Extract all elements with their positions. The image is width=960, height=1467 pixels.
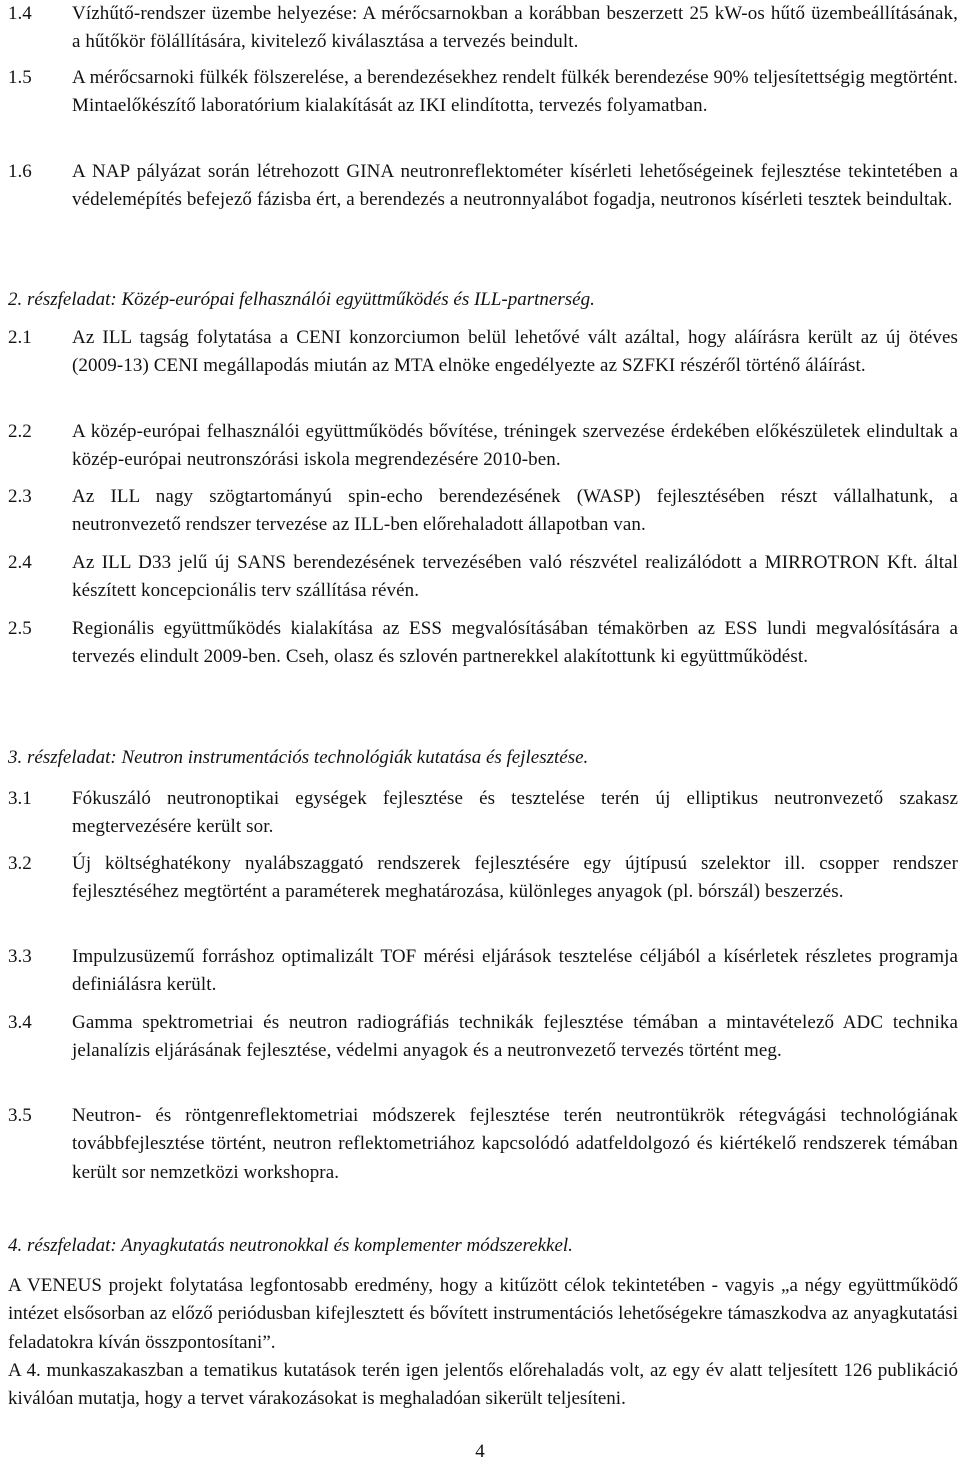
item-text: Az ILL nagy szögtartományú spin-echo berendezésének (WASP) fejlesztésében részt vállalhatunk, a neutronvezető rendszer tervezése az ILL-ben előrehaladott állapotban van. — [72, 486, 958, 536]
item-text: Új költséghatékony nyalábszaggató rendszerek fejlesztésére egy újtípusú szelektor ill. csopper rendszer fejlesztéséhez megtörtént a paraméterek meghatározása, különleges anyagok (pl. bórszál) beszerzés. — [72, 853, 958, 903]
item-number: 3.1 — [8, 788, 32, 809]
item-number: 2.5 — [8, 618, 32, 639]
item-text: Impulzusüzemű forráshoz optimalizált TOF mérési eljárások tesztelése céljából a kísérletek részletes programja definiálásra került. — [72, 946, 958, 996]
item-text: Az ILL D33 jelű új SANS berendezésének tervezésében való részvétel realizálódott a MIRROTRON Kft. által készített koncepcionális terv szállítása révén. — [72, 552, 958, 602]
item-text: Gamma spektrometriai és neutron radiográfiás technikák fejlesztése témában a mintavételező ADC technika jelanalízis eljárásának fejlesztése, védelmi anyagok és a neutronvezető tervezés történt meg. — [72, 1012, 958, 1062]
item-number: 3.5 — [8, 1105, 32, 1126]
page-number: 4 — [475, 1441, 485, 1462]
list-item-2-4 — [8, 549, 958, 606]
list-item-2-2 — [8, 418, 958, 475]
list-item-3-4 — [8, 1009, 958, 1066]
item-number: 3.4 — [8, 1012, 32, 1033]
item-number: 3.2 — [8, 853, 32, 874]
list-item-1-5 — [8, 64, 958, 121]
item-text: A NAP pályázat során létrehozott GINA neutronreflektométer kísérleti lehetőségeinek fejlesztése tekintetében a védelemépítés befejező fázisba ért, a berendezés a neutronnyalábot fogadja, neutronos kísérleti tesztek beindultak. — [72, 161, 958, 211]
list-item-3-2 — [8, 850, 958, 907]
list-item-3-1 — [8, 785, 958, 842]
list-item-1-4 — [8, 0, 958, 57]
item-number: 2.2 — [8, 421, 32, 442]
item-number: 3.3 — [8, 946, 32, 967]
list-item-3-3 — [8, 943, 958, 1000]
list-item-2-5 — [8, 615, 958, 672]
paragraph-veneus: A VENEUS projekt folytatása legfontosabb eredmény, hogy a kitűzött célok tekintetében - vagyis „a négy együttműködő intézet elsősorban az előző periódusban kifejlesztett és bővített instrumentációs lehetőségekre támaszkodva az anyagkutatási feladatokra kíván összpontosítani”. — [8, 1275, 958, 1353]
list-item-2-3 — [8, 483, 958, 540]
item-number: 1.5 — [8, 67, 32, 88]
item-number: 2.4 — [8, 552, 32, 573]
item-text: Vízhűtő-rendszer üzembe helyezése: A mérőcsarnokban a korábban beszerzett 25 kW-os hűtő üzembeállításának, a hűtőkör fölállítására, kivitelező kiválasztása a tervezés beindult. — [72, 3, 958, 53]
list-item-1-6 — [8, 158, 958, 215]
item-number: 2.1 — [8, 327, 32, 348]
list-item-3-5 — [8, 1102, 958, 1187]
item-text: Fókuszáló neutronoptikai egységek fejlesztése és tesztelése terén új elliptikus neutronvezető szakasz megtervezésére került sor. — [72, 788, 958, 838]
item-number: 2.3 — [8, 486, 32, 507]
item-text: Az ILL tagság folytatása a CENI konzorciumon belül lehetővé vált azáltal, hogy aláírásra került az új ötéves (2009-13) CENI megállapodás miután az MTA elnöke engedélyezte az SZFKI részéről történő áláírást. — [72, 327, 958, 377]
item-number: 1.4 — [8, 3, 32, 24]
section-heading-3: 3. részfeladat: Neutron instrumentációs technológiák kutatása és fejlesztése. — [8, 747, 589, 768]
item-text: A közép-európai felhasználói együttműködés bővítése, tréningek szervezése érdekében előkészületek elindultak a közép-európai neutronszórási iskola megrendezésére 2010-ben. — [72, 421, 958, 471]
item-text: Neutron- és röntgenreflektometriai módszerek fejlesztése terén neutrontükrök rétegvágási technológiának továbbfejlesztése történt, neutron reflektometriához kapcsolódó adatfeldolgozó és kiértékelő rendszerek témában került sor nemzetközi workshopra. — [72, 1105, 958, 1183]
item-text: A mérőcsarnoki fülkék fölszerelése, a berendezésekhez rendelt fülkék berendezése 90% teljesítettségig megtörtént. Mintaelőkészítő laboratórium kialakítását az IKI elindította, tervezés folyamatban. — [72, 67, 958, 117]
paragraph-publications: A 4. munkaszakaszban a tematikus kutatások terén igen jelentős előrehaladás volt, az egy év alatt teljesített 126 publikáció kiválóan mutatja, hogy a tervet várakozásokat is meghaladóan sikerült teljesíteni. — [8, 1360, 958, 1410]
section-heading-2: 2. részfeladat: Közép-európai felhasználói együttműködés és ILL-partnerség. — [8, 289, 595, 310]
list-item-2-1 — [8, 324, 958, 381]
item-number: 1.6 — [8, 161, 32, 182]
item-text: Regionális együttműködés kialakítása az ESS megvalósításában témakörben az ESS lundi megvalósítására a tervezés elindult 2009-ben. Cseh, olasz és szlovén partnerekkel alakítottunk ki együttműködést. — [72, 618, 958, 668]
section-heading-4: 4. részfeladat: Anyagkutatás neutronokkal és komplementer módszerekkel. — [8, 1235, 573, 1256]
